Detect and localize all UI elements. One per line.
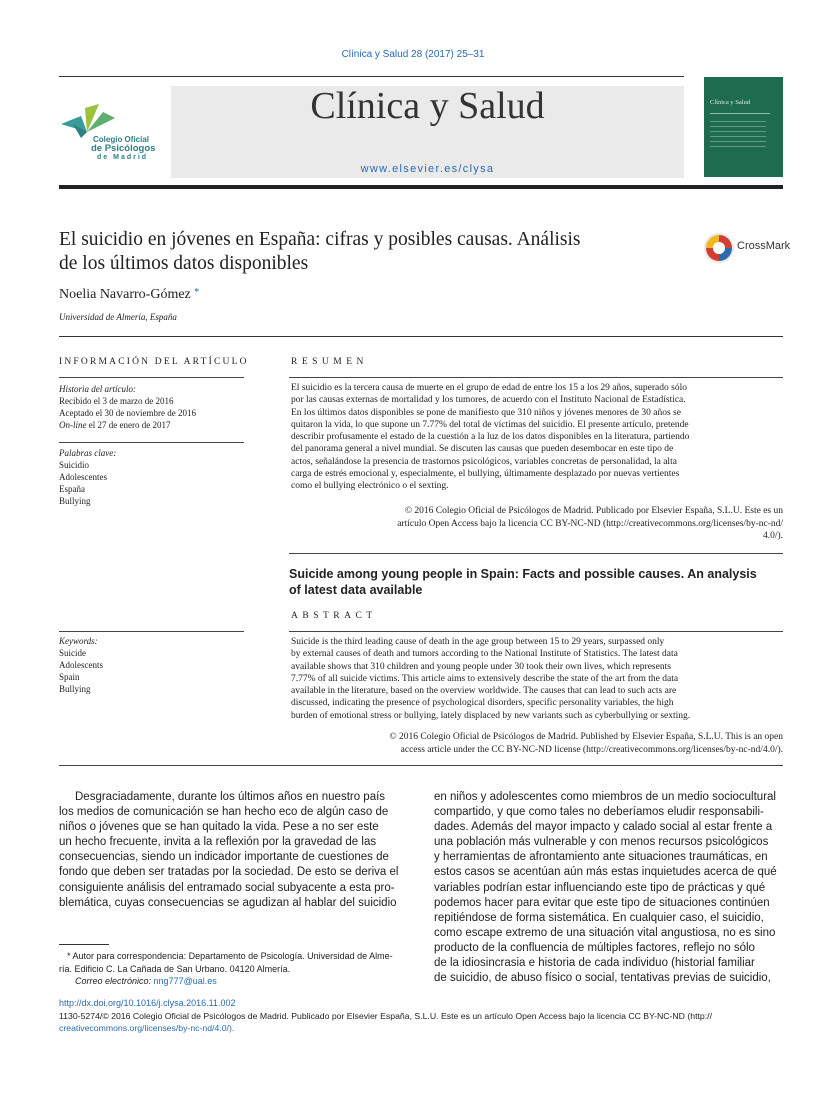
info-rule-1	[59, 377, 244, 378]
body-line: compartido, y que como tales no deberíamos eludir responsabili-	[434, 806, 764, 819]
email-link[interactable]: nng777@ual.es	[153, 976, 217, 986]
journal-cover	[704, 77, 783, 177]
cover-title: Clínica y Salud	[710, 99, 751, 106]
keyword-en: Suicide	[59, 648, 86, 658]
body-line: como escape extremo de una situación vital angustiosa, no es sino	[434, 926, 776, 939]
abstract-end-rule	[59, 765, 783, 766]
correspondence-mark[interactable]: *	[194, 287, 200, 298]
body-line: repitiéndose de forma sistemática. En cualquier caso, el suicidio,	[434, 911, 764, 924]
online-rest: el 27 de enero de 2017	[86, 420, 171, 430]
abstract-copyright-line-2[interactable]: access article under the CC BY-NC-ND license (http://creativecommons.org/licenses/by-nc-nd/4.0/).	[400, 744, 783, 755]
received-date: Recibido el 3 de marzo de 2016	[59, 396, 174, 406]
abstract-copyright	[289, 731, 783, 756]
author-name-text: Noelia Navarro-Gómez	[59, 287, 191, 302]
abstract-line: available in the literature, based on the overview worldwide. The causes that can lead to such acts are	[291, 686, 677, 697]
body-line: en niños y adolescentes como miembros de un medio sociocultural	[434, 791, 776, 803]
online-date	[59, 419, 244, 431]
keywords-label: Palabras clave:	[59, 448, 117, 458]
keyword: Suicidio	[59, 460, 90, 470]
abstract-line: burden of emotional stress or bullying, lately displaced by new variants such as cyberbullying or sexting.	[291, 710, 691, 721]
resumen-end-rule	[289, 553, 783, 554]
crossmark-label[interactable]: CrossMark	[737, 240, 791, 252]
body-line: de suicidio, de abuso físico o social, tentativas previas de suicidio,	[434, 972, 771, 985]
body-line: niños o jóvenes que se han quitado la vida. Pese a no ser este	[59, 821, 379, 834]
body-line: consiguiente análisis del entramado social subyacente a esta pro-	[59, 881, 395, 894]
keywords-en-label: Keywords:	[59, 636, 98, 646]
title-rule	[59, 336, 783, 337]
author-name	[59, 287, 199, 303]
abstract-heading: ABSTRACT	[291, 611, 377, 621]
info-rule-2	[59, 442, 244, 443]
abstract-line: by external causes of death and tumors according to the National Institute of Statistics. The latest data	[291, 649, 678, 660]
keyword: Bullying	[59, 496, 91, 506]
resumen-line: En los últimos datos disponibles se pone de manifiesto que 310 niños y jóvenes menores de 30 años se	[291, 407, 681, 418]
resumen-line: carga de estrés emocional y, especialmente, el bullying, últimamente desplazado por nuevas vertientes	[291, 469, 680, 480]
footnote	[59, 950, 409, 988]
body-line: los medios de comunicación se han hecho eco de algún caso de	[59, 806, 389, 819]
resumen-line: actos, señalándose la presencia de trastornos psicológicos, variables concretas de personalidad, la alta	[291, 456, 677, 467]
online-prefix: On-line	[59, 420, 87, 430]
body-line: dades. Además del mayor impacto y calado social al estar frente a	[434, 821, 773, 834]
abstract-copyright-line-1: © 2016 Colegio Oficial de Psicólogos de Madrid. Published by Elsevier España, S.L.U. This is an open	[389, 732, 783, 742]
abstract-rule	[289, 631, 783, 632]
english-title-line-1: Suicide among young people in Spain: Facts and possible causes. An analysis	[289, 567, 757, 581]
body-line: podemos hacer para evitar que este tipo de situaciones continúen	[434, 896, 770, 909]
email-label: Correo electrónico:	[75, 976, 154, 986]
journal-citation[interactable]: Clínica y Salud 28 (2017) 25–31	[341, 49, 485, 60]
body-line: y herramientas de afrontamiento ante situaciones traumáticas, en	[434, 851, 768, 864]
abstract-line: Suicide is the third leading cause of death in the age group between 15 to 29 years, surpassed only	[291, 637, 665, 647]
footnote-rule	[59, 944, 109, 945]
footnote-line-2: ría. Edificio C. La Cañada de San Urbano. 04120 Almería.	[59, 963, 291, 974]
abstract-line: discussed, indicating the presence of psychological disorders, specific personality variables, the high	[291, 698, 674, 709]
keyword-en: Adolescents	[59, 660, 103, 670]
english-title	[289, 566, 783, 598]
body-line: una población más vulnerable y con menos recursos psicológicos	[434, 836, 769, 849]
resumen-line: quitaron la vida, lo que supone un 7.77% del total de víctimas del suicidio. El presente artículo, pretende	[291, 419, 689, 430]
keyword-en: Spain	[59, 672, 80, 682]
crossmark-badge[interactable]	[703, 232, 735, 269]
resumen-copyright-line-1: © 2016 Colegio Oficial de Psicólogos de Madrid. Publicado por Elsevier España, S.L.U. Este es un	[404, 506, 783, 516]
accepted-date: Aceptado el 30 de noviembre de 2016	[59, 408, 196, 418]
resumen-rule	[289, 377, 783, 378]
header-rule	[59, 76, 684, 77]
affiliation: Universidad de Almería, España	[59, 312, 177, 322]
body-line: blemática, cuyas consecuencias se agudizan al hablar del suicidio	[59, 896, 397, 909]
keywords-en	[59, 635, 244, 695]
keyword-en: Bullying	[59, 684, 91, 694]
keywords-es	[59, 447, 244, 507]
body-line: variables podrían estar influenciando este tipo de prácticas y qué	[434, 881, 766, 894]
keyword: España	[59, 484, 85, 494]
logo-line-2: de Psicólogos	[91, 143, 156, 154]
resumen-copyright-line-2[interactable]: artículo Open Access bajo la licencia CC BY-NC-ND (http://creativecommons.org/licenses/by-nc-nd/	[397, 518, 783, 529]
article-info-heading: INFORMACIÓN DEL ARTÍCULO	[59, 357, 249, 367]
license-line-1[interactable]: 1130-5274/© 2016 Colegio Oficial de Psicólogos de Madrid. Publicado por Elsevier España, S.L.U. Este es un artículo Open Access bajo la licencia CC BY-NC-ND (http://	[59, 1011, 712, 1021]
license-line-2[interactable]: creativecommons.org/licenses/by-nc-nd/4.0/).	[59, 1023, 235, 1033]
header-thick-rule	[59, 185, 783, 189]
footnote-email	[59, 975, 409, 988]
history-label: Historia del artículo:	[59, 384, 136, 394]
article-history	[59, 383, 244, 431]
article-title	[59, 228, 659, 276]
body-line: Desgraciadamente, durante los últimos años en nuestro país	[75, 791, 386, 803]
abstract-line: available shows that 310 children and young people under 30 took their own lives, which represents	[291, 661, 671, 672]
english-title-line-2: of latest data available	[289, 583, 423, 597]
abstract-line: 7.77% of all suicide victims. This article aims to extensively describe the state of the art from the data	[291, 673, 679, 684]
body-line: estos casos se acentúan aún más estas inquietudes acerca de qué	[434, 866, 777, 879]
footnote-line-1: * Autor para correspondencia: Departamento de Psicología. Universidad de Alme-	[67, 951, 393, 961]
doi-link[interactable]: http://dx.doi.org/10.1016/j.clysa.2016.11.002	[59, 998, 236, 1008]
info-rule-3	[59, 631, 244, 632]
body-right-column	[434, 790, 783, 986]
resumen-line: describir profusamente el estado de la cuestión a la luz de los datos disponibles en la literatura, partiendo	[291, 432, 690, 443]
resumen-copyright	[289, 505, 783, 543]
resumen-text	[291, 382, 783, 493]
resumen-heading: RESUMEN	[291, 357, 368, 367]
logo-line-3: de Madrid	[97, 154, 149, 161]
body-line: consecuencias, siendo un indicador importante de cuestiones de	[59, 851, 389, 864]
article-title-line-2: de los últimos datos disponibles	[59, 253, 309, 274]
resumen-line: El suicidio es la tercera causa de muerte en el grupo de edad de entre los 15 a los 29 años, superado sólo	[291, 383, 687, 393]
journal-title: Clínica y Salud	[310, 85, 545, 127]
body-line: un hecho frecuente, invita a la reflexión por la gravedad de las	[59, 836, 377, 849]
resumen-line: como el bullying electrónico o el sexting.	[291, 481, 449, 492]
body-left-column	[59, 790, 409, 911]
journal-url[interactable]: www.elsevier.es/clysa	[360, 163, 495, 175]
resumen-line: del panorama general a nivel mundial. Se discuten las causas que pueden desembocar en este tipo de	[291, 444, 674, 455]
body-line: fondo que deben ser tratadas por la sociedad. De esto se deriva el	[59, 866, 399, 879]
publisher-logo	[59, 102, 169, 164]
article-title-line-1: El suicidio en jóvenes en España: cifras y posibles causas. Análisis	[59, 229, 581, 250]
resumen-copyright-line-3[interactable]: 4.0/).	[762, 531, 783, 541]
body-line: producto de la confluencia de múltiples factores, reflejo no sólo	[434, 941, 755, 954]
body-line: de la idiosincrasia e historia de cada individuo (historial familiar	[434, 957, 755, 970]
crossmark-icon	[703, 232, 735, 264]
logo-line-1: Colegio Oficial	[93, 135, 150, 144]
resumen-line: por las causas externas de mortalidad y los tumores, de acuerdo con el Instituto Nacional de Estadística.	[291, 395, 686, 406]
keyword: Adolescentes	[59, 472, 107, 482]
abstract-text	[291, 636, 783, 722]
